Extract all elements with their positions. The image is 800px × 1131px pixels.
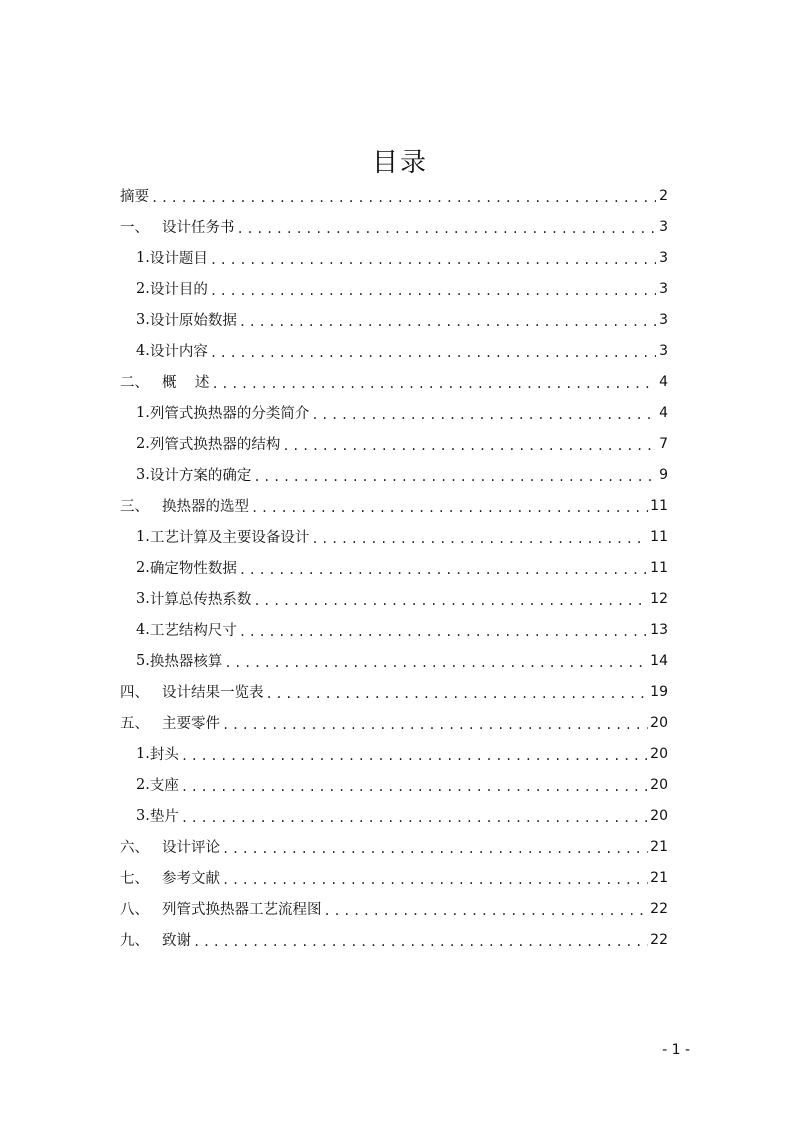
toc-entry-page: 11 <box>650 497 668 514</box>
toc-entry-number: 六、 <box>120 840 149 856</box>
toc-entry-number: 2. <box>136 559 150 576</box>
toc-entry[interactable] <box>120 490 668 521</box>
dot-leader <box>210 253 656 267</box>
toc-entry-number: 1. <box>136 745 150 762</box>
dot-leader <box>324 904 649 918</box>
dot-leader <box>266 687 649 701</box>
toc-entry[interactable] <box>120 800 668 831</box>
toc-entry-page: 7 <box>659 435 668 452</box>
toc-entry-title: 设计方案的确定 <box>149 468 252 484</box>
toc-entry-title: 工艺计算及主要设备设计 <box>149 530 310 546</box>
dot-leader <box>253 470 656 484</box>
toc-entry-title: 换热器的选型 <box>162 499 249 515</box>
dot-leader <box>151 191 656 205</box>
dot-leader <box>222 718 648 732</box>
toc-entry-number: 1. <box>136 528 150 545</box>
toc-entry[interactable] <box>120 366 668 397</box>
dot-leader <box>239 625 648 639</box>
toc-entry[interactable] <box>120 676 668 707</box>
toc-entry-number: 二、 <box>120 375 149 391</box>
dot-leader <box>193 935 648 949</box>
dot-leader <box>210 346 656 360</box>
toc-entry-page: 4 <box>659 404 668 421</box>
toc-entry[interactable] <box>120 707 668 738</box>
dot-leader <box>222 873 648 887</box>
toc-entry[interactable] <box>120 304 668 335</box>
toc-entry-page: 3 <box>659 218 668 235</box>
dot-leader <box>210 284 656 298</box>
toc-entry-title: 列管式换热器的分类简介 <box>149 406 310 422</box>
toc-entry-title: 确定物性数据 <box>149 561 237 577</box>
toc-entry-page: 22 <box>650 900 668 917</box>
toc-entry[interactable] <box>120 428 668 459</box>
toc-entry-number: 4. <box>136 621 150 638</box>
dot-leader <box>251 501 648 515</box>
dot-leader <box>239 563 648 577</box>
toc-entry-number: 九、 <box>120 933 149 949</box>
toc-entry-page: 20 <box>650 807 668 824</box>
toc-entry[interactable] <box>120 397 668 428</box>
toc-entry-number: 3. <box>136 311 150 328</box>
toc-entry-title: 列管式换热器的结构 <box>149 437 281 453</box>
toc-entry-page: 20 <box>650 776 668 793</box>
toc-entry-number: 2. <box>136 280 150 297</box>
dot-leader <box>311 408 656 422</box>
toc-entry-page: 3 <box>659 342 668 359</box>
dot-leader <box>211 377 656 391</box>
toc-entry-title: 主要零件 <box>162 716 220 732</box>
toc-entry-number: 3. <box>136 590 150 607</box>
table-of-contents <box>120 180 668 955</box>
toc-entry-title: 参考文献 <box>162 871 220 887</box>
toc-entry-title: 设计任务书 <box>162 220 235 236</box>
dot-leader <box>239 315 656 329</box>
dot-leader <box>224 656 648 670</box>
toc-entry-page: 20 <box>650 745 668 762</box>
toc-entry-page: 2 <box>659 187 668 204</box>
toc-entry[interactable] <box>120 645 668 676</box>
toc-entry-number: 八、 <box>120 902 149 918</box>
toc-entry-page: 11 <box>650 528 668 545</box>
toc-entry-title: 工艺结构尺寸 <box>149 623 237 639</box>
toc-entry-title: 致谢 <box>162 933 191 949</box>
toc-entry-number: 3. <box>136 807 150 824</box>
dot-leader <box>181 780 648 794</box>
dot-leader <box>311 532 648 546</box>
toc-entry-page: 4 <box>659 373 668 390</box>
toc-entry-page: 19 <box>650 683 668 700</box>
toc-entry-title: 列管式换热器工艺流程图 <box>162 902 322 918</box>
toc-entry-page: 3 <box>659 280 668 297</box>
dot-leader <box>181 811 648 825</box>
toc-entry[interactable] <box>120 614 668 645</box>
toc-entry-number: 3. <box>136 466 150 483</box>
toc-entry-page: 22 <box>650 931 668 948</box>
toc-entry-title: 换热器核算 <box>149 654 223 670</box>
toc-entry-number: 五、 <box>120 716 149 732</box>
toc-entry-title: 设计目的 <box>149 282 208 298</box>
toc-entry-page: 12 <box>650 590 668 607</box>
toc-entry-title: 封头 <box>149 747 179 763</box>
toc-entry-number: 2. <box>136 435 150 452</box>
toc-entry-page: 14 <box>650 652 668 669</box>
toc-entry[interactable] <box>120 831 668 862</box>
toc-entry-title: 设计题目 <box>149 251 208 267</box>
toc-entry[interactable] <box>120 273 668 304</box>
toc-entry-number: 一、 <box>120 220 149 236</box>
toc-entry[interactable] <box>120 893 668 924</box>
toc-entry[interactable] <box>120 521 668 552</box>
toc-entry-page: 11 <box>650 559 668 576</box>
toc-entry-title: 概 述 <box>162 375 210 391</box>
toc-entry-page: 21 <box>650 838 668 855</box>
dot-leader <box>253 594 648 608</box>
toc-entry-title: 摘要 <box>120 189 149 205</box>
toc-entry[interactable] <box>120 180 668 211</box>
toc-entry-title: 设计原始数据 <box>149 313 237 329</box>
toc-entry-title: 支座 <box>149 778 179 794</box>
toc-entry[interactable] <box>120 738 668 769</box>
toc-entry-page: 9 <box>659 466 668 483</box>
toc-entry-number: 2. <box>136 776 150 793</box>
toc-entry[interactable] <box>120 552 668 583</box>
toc-entry[interactable] <box>120 583 668 614</box>
toc-entry[interactable] <box>120 924 668 955</box>
toc-entry-title: 设计评论 <box>162 840 220 856</box>
toc-entry-title: 设计内容 <box>149 344 208 360</box>
toc-entry-page: 20 <box>650 714 668 731</box>
toc-entry-title: 设计结果一览表 <box>162 685 264 701</box>
toc-entry-number: 七、 <box>120 871 149 887</box>
dot-leader <box>282 439 656 453</box>
toc-entry[interactable] <box>120 211 668 242</box>
toc-entry-number: 1. <box>136 249 150 266</box>
toc-entry-number: 四、 <box>120 685 149 701</box>
page-number-footer: - 1 - <box>662 1042 690 1058</box>
toc-entry[interactable] <box>120 459 668 490</box>
toc-entry-number: 4. <box>136 342 150 359</box>
dot-leader <box>222 842 648 856</box>
toc-entry-title: 垫片 <box>149 809 179 825</box>
toc-entry-page: 21 <box>650 869 668 886</box>
toc-entry[interactable] <box>120 862 668 893</box>
toc-entry[interactable] <box>120 335 668 366</box>
toc-entry-page: 3 <box>659 311 668 328</box>
toc-entry-title: 计算总传热系数 <box>149 592 252 608</box>
toc-entry[interactable] <box>120 242 668 273</box>
toc-entry-number: 三、 <box>120 499 149 515</box>
dot-leader <box>237 222 657 236</box>
dot-leader <box>181 749 648 763</box>
toc-entry-page: 13 <box>650 621 668 638</box>
page-title: 目录 <box>371 148 428 178</box>
toc-entry[interactable] <box>120 769 668 800</box>
toc-entry-number: 1. <box>136 404 150 421</box>
toc-entry-page: 3 <box>659 249 668 266</box>
toc-entry-number: 5. <box>136 652 150 669</box>
